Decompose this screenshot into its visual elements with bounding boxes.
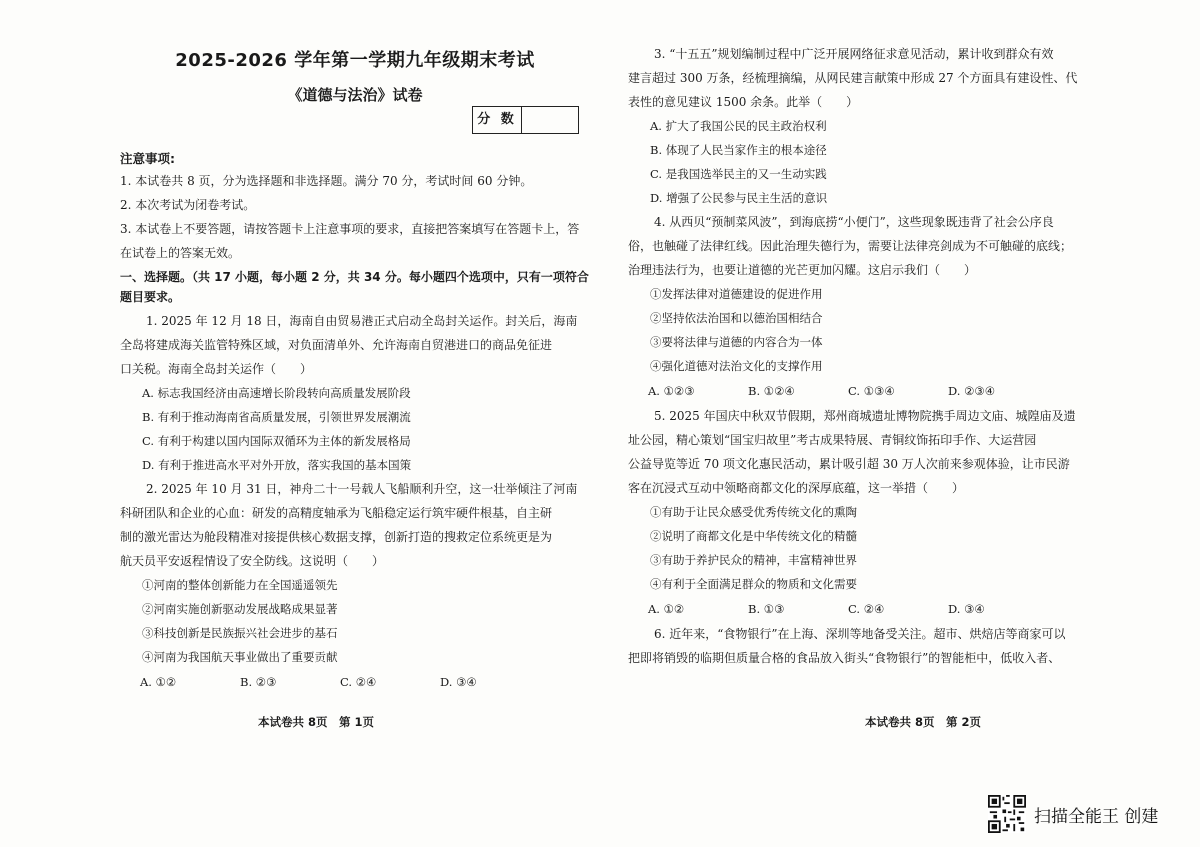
statement: ①河南的整体创新能力在全国遥遥领先 [142, 578, 338, 592]
option-a: A. 标志我国经济由高速增长阶段转向高质量发展阶段 [142, 386, 411, 400]
question-text: 把即将销毁的临期但质量合格的食品放入街头“食物银行”的智能柜中，低收入者、 [628, 651, 1061, 665]
watermark-text: 扫描全能王 创建 [1034, 806, 1159, 827]
question-text: 4. 从西贝“预制菜风波”，到海底捞“小便门”，这些现象既违背了社会公序良 [654, 215, 1054, 229]
question-text: 制的激光雷达为舱段精准对接提供核心数据支撑，创新打造的搜救定位系统更是为 [120, 530, 553, 544]
question-text: 6. 近年来，“食物银行”在上海、深圳等地备受关注。超市、烘焙店等商家可以 [654, 627, 1066, 641]
choice-d: D. ②③④ [948, 384, 996, 398]
question-text: 口关税。海南全岛封关运作（ ） [120, 362, 313, 376]
question-1 [120, 309, 590, 477]
question-text: 治理违法行为，也要让道德的光芒更加闪耀。这启示我们（ ） [628, 263, 977, 277]
scanner-watermark [988, 795, 1158, 833]
question-text: 全岛将建成海关监管特殊区域，对负面清单外、允许海南自贸港进口的商品免征进 [120, 338, 553, 352]
question-5 [628, 404, 1118, 622]
statement: ①有助于让民众感受优秀传统文化的熏陶 [650, 505, 857, 519]
question-text: 1. 2025 年 12 月 18 日，海南自由贸易港正式启动全岛封关运作。封关后，海南 [146, 314, 578, 328]
notice-block [120, 149, 590, 265]
page-footer-right: 本试卷共 8页 第 2页 [865, 715, 982, 729]
question-text: 表性的意见建议 1500 余条。此举（ ） [628, 95, 859, 109]
question-3 [628, 42, 1118, 210]
statement: ②河南实施创新驱动发展战略成果显著 [142, 602, 338, 616]
score-blank [522, 107, 578, 133]
question-2 [120, 477, 590, 695]
choice-c: C. ②④ [340, 675, 377, 689]
choice-b: B. ①②④ [748, 384, 795, 398]
statement: ②说明了商都文化是中华传统文化的精髓 [650, 529, 857, 543]
exam-title: 2025-2026 学年第一学期九年级期末考试 [175, 50, 535, 71]
notice-heading: 注意事项: [120, 151, 175, 166]
answer-choices [628, 378, 1118, 404]
statement: ③有助于养护民众的精神，丰富精神世界 [650, 553, 857, 567]
notice-item: 1. 本试卷共 8 页，分为选择题和非选择题。满分 70 分，考试时间 60 分钟。 [120, 174, 533, 188]
question-text: 5. 2025 年国庆中秋双节假期，郑州商城遗址博物院携手周边文庙、城隍庙及遗 [654, 409, 1076, 423]
qr-code-icon [988, 795, 1026, 833]
choice-a: A. ①②③ [648, 384, 695, 398]
choice-b: B. ②③ [240, 675, 277, 689]
notice-item: 在试卷上的答案无效。 [120, 246, 241, 260]
statement: ①发挥法律对道德建设的促进作用 [650, 287, 823, 301]
page-footer-left: 本试卷共 8页 第 1页 [258, 715, 375, 729]
choice-b: B. ①③ [748, 602, 785, 616]
statement: ④河南为我国航天事业做出了重要贡献 [142, 650, 338, 664]
notice-item: 2. 本次考试为闭卷考试。 [120, 198, 256, 212]
choice-c: C. ②④ [848, 602, 885, 616]
choice-d: D. ③④ [440, 675, 477, 689]
page-2 [628, 42, 1118, 670]
question-6 [628, 622, 1118, 670]
score-label: 分 数 [473, 107, 522, 133]
statement: ④强化道德对法治文化的支撑作用 [650, 359, 823, 373]
question-text: 2. 2025 年 10 月 31 日，神舟二十一号载人飞船顺利升空，这一壮举倾注了河南 [146, 482, 578, 496]
choice-a: A. ①② [140, 675, 177, 689]
statement: ④有利于全面满足群众的物质和文化需要 [650, 577, 857, 591]
option-c: C. 是我国选举民主的又一生动实践 [650, 167, 827, 181]
notice-item: 3. 本试卷上不要答题，请按答题卡上注意事项的要求，直接把答案填写在答题卡上，答 [120, 222, 580, 236]
option-d: D. 有利于推进高水平对外开放，落实我国的基本国策 [142, 458, 412, 472]
section-heading: 题目要求。 [120, 290, 181, 304]
statement: ③要将法律与道德的内容合为一体 [650, 335, 823, 349]
exam-subtitle: 《道德与法治》试卷 [287, 86, 423, 104]
question-text: 址公园，精心策划“国宝归故里”考古成果特展、青铜纹饰拓印手作、大运营园 [628, 433, 1037, 447]
question-text: 科研团队和企业的心血：研发的高精度轴承为飞船稳定运行筑牢硬件根基，自主研 [120, 506, 553, 520]
question-text: 3. “十五五”规划编制过程中广泛开展网络征求意见活动，累计收到群众有效 [654, 47, 1054, 61]
question-text: 俗，也触碰了法律红线。因此治理失德行为，需要让法律亮剑成为不可触碰的底线； [628, 239, 1073, 253]
choice-c: C. ①③④ [848, 384, 895, 398]
statement: ③科技创新是民族振兴社会进步的基石 [142, 626, 338, 640]
option-c: C. 有利于构建以国内国际双循环为主体的新发展格局 [142, 434, 411, 448]
choice-a: A. ①② [648, 602, 685, 616]
answer-choices [628, 596, 1118, 622]
page-1 [120, 40, 590, 695]
choice-d: D. ③④ [948, 602, 985, 616]
option-a: A. 扩大了我国公民的民主政治权利 [650, 119, 827, 133]
question-text: 公益导览等近 70 项文化惠民活动，累计吸引超 30 万人次前来参观体验，让市民游 [628, 457, 1070, 471]
option-d: D. 增强了公民参与民主生活的意识 [650, 191, 828, 205]
score-box [472, 106, 579, 134]
question-text: 建言超过 300 万条，经梳理摘编，从网民建言献策中形成 27 个方面具有建设性、代 [628, 71, 1078, 85]
section-heading: 一、选择题。（共 17 小题，每小题 2 分，共 34 分。每小题四个选项中，只有一项符合 [120, 270, 589, 284]
question-text: 航天员平安返程情设了安全防线。这说明（ ） [120, 554, 385, 568]
option-b: B. 有利于推动海南省高质量发展，引领世界发展潮流 [142, 410, 411, 424]
answer-choices [120, 669, 590, 695]
option-b: B. 体现了人民当家作主的根本途径 [650, 143, 827, 157]
statement: ②坚持依法治国和以德治国相结合 [650, 311, 823, 325]
question-4 [628, 210, 1118, 404]
question-text: 客在沉浸式互动中领略商都文化的深厚底蕴，这一举措（ ） [628, 481, 965, 495]
